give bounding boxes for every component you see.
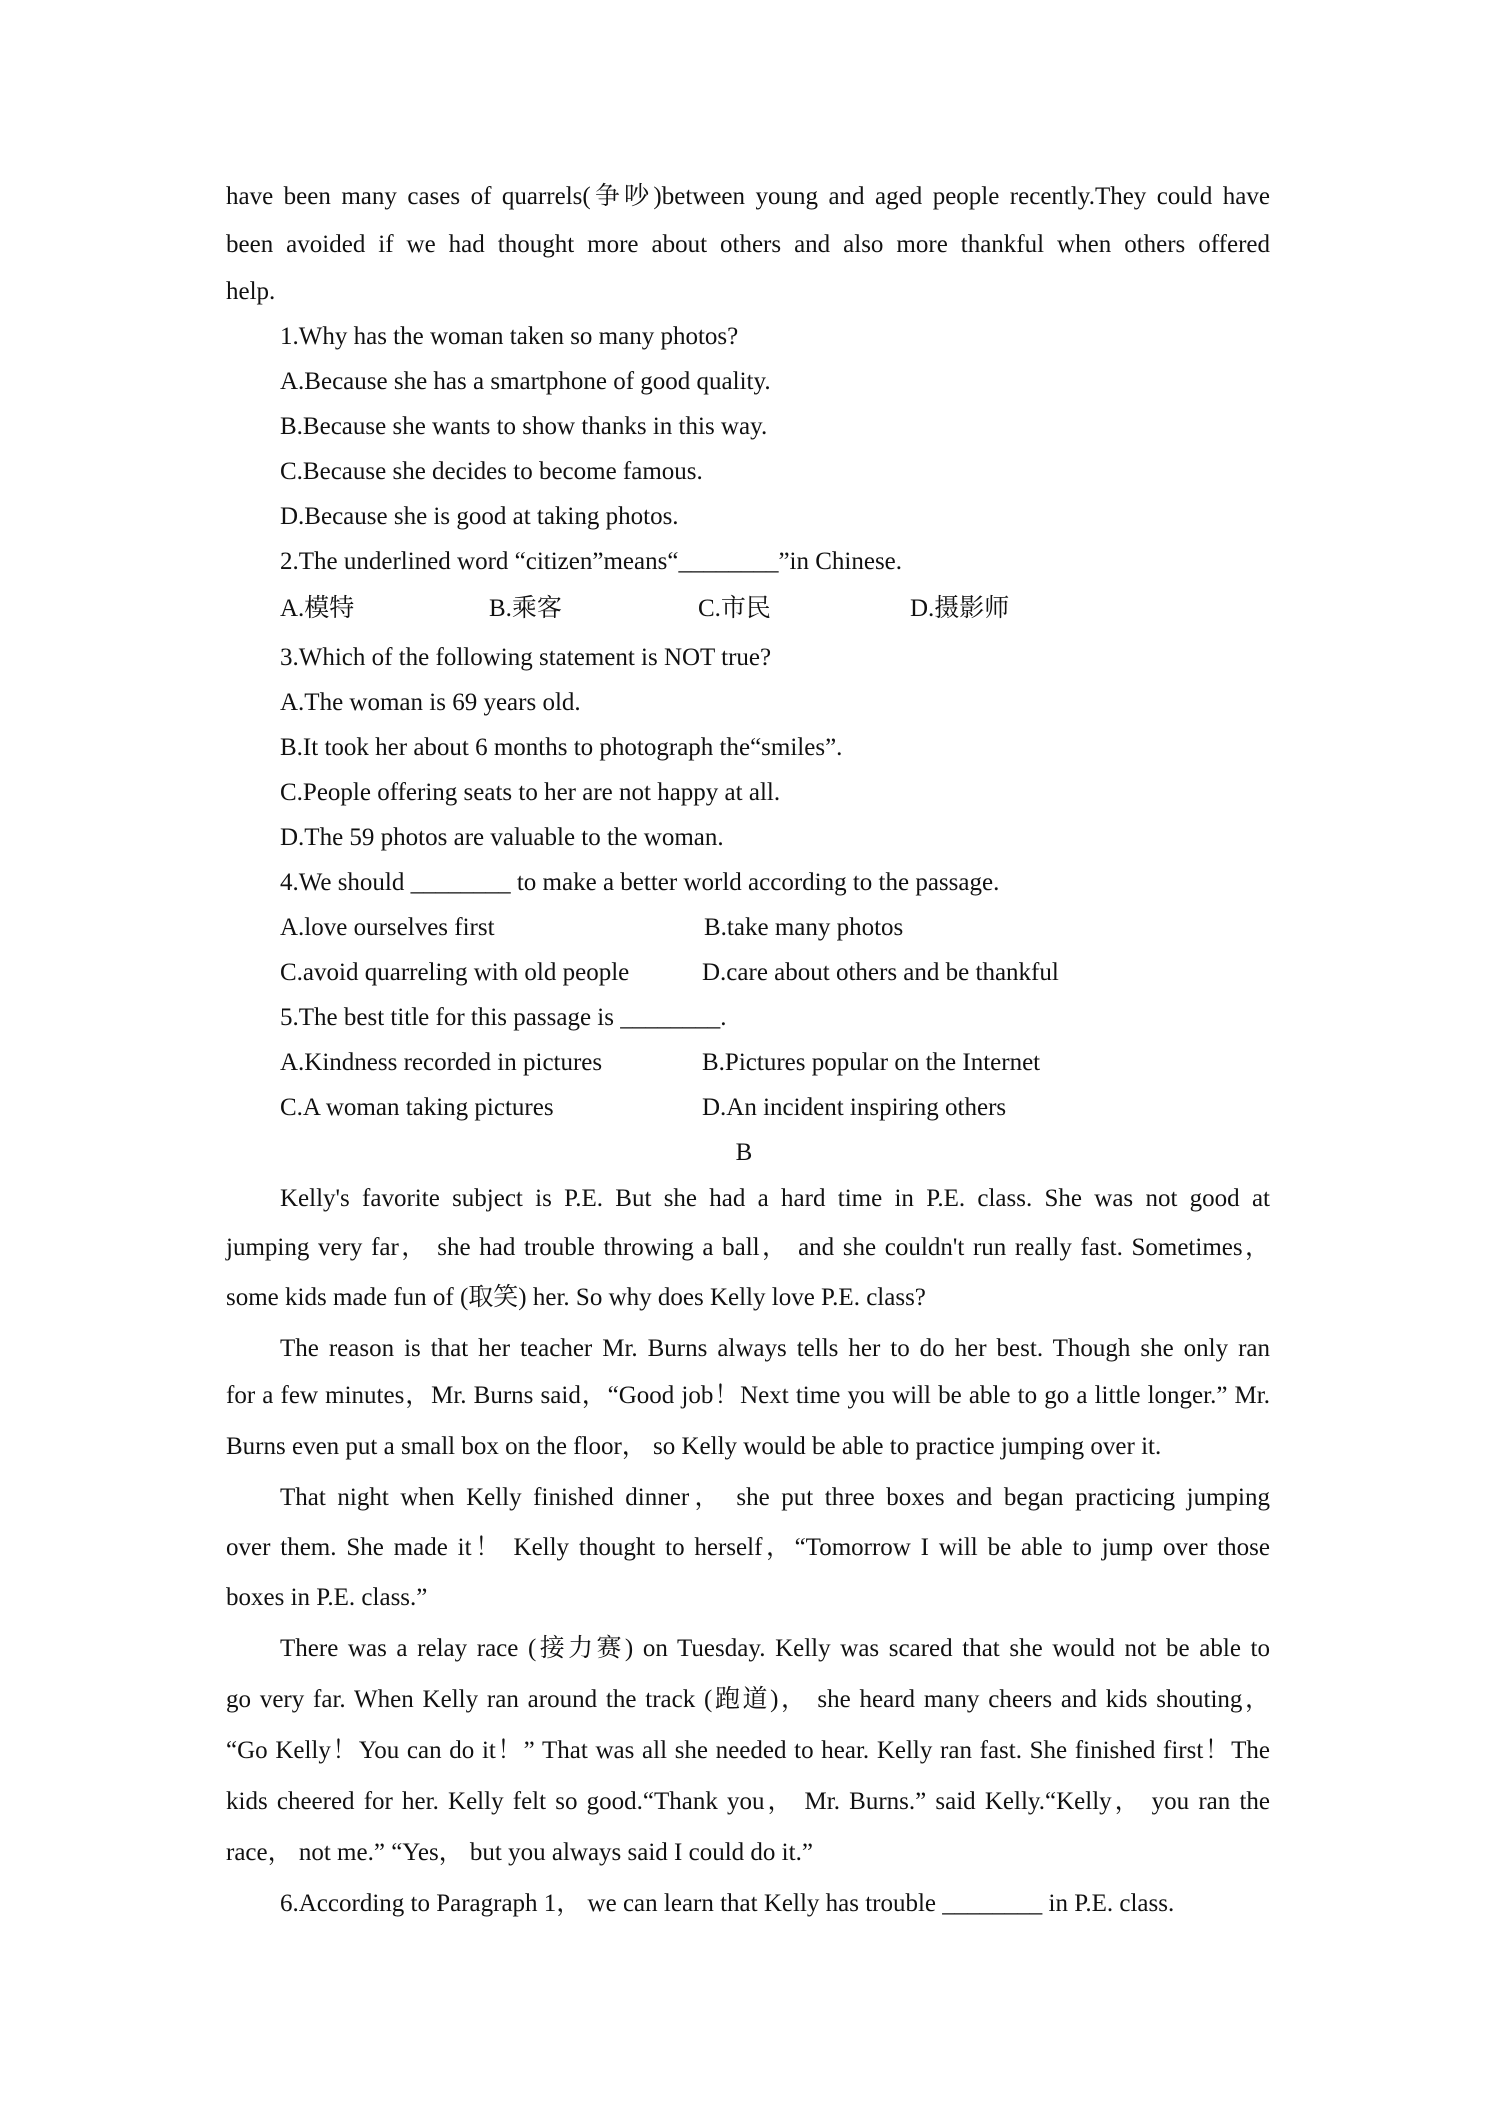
passage-b-line: Burns even put a small box on the floor， so Kelly would be able to practice jumping over it.	[226, 1433, 1162, 1460]
question-3-option-b: B.It took her about 6 months to photograph the“smiles”.	[280, 734, 843, 761]
question-5-option-b: B.Pictures popular on the Internet	[702, 1049, 1041, 1076]
passage-b-line: “Go Kelly！You can do it！” That was all she needed to hear. Kelly ran fast. She finished first！The	[226, 1737, 1270, 1764]
question-4-option-d: D.care about others and be thankful	[702, 959, 1059, 986]
passage-line: help.	[226, 278, 276, 305]
passage-b-line: The reason is that her teacher Mr. Burns always tells her to do her best. Though she only ran	[280, 1335, 1270, 1362]
passage-b-line: Kelly's favorite subject is P.E. But she had a hard time in P.E. class. She was not good at	[280, 1185, 1270, 1212]
passage-b-line: jumping very far， she had trouble throwing a ball， and she couldn't run really fast. Sometimes，	[226, 1234, 1270, 1261]
question-1-option-a: A.Because she has a smartphone of good quality.	[280, 368, 771, 395]
question-4-stem: 4.We should ________ to make a better world according to the passage.	[280, 869, 1000, 896]
passage-b-line: go very far. When Kelly ran around the track (跑道)， she heard many cheers and kids shouting，	[226, 1686, 1270, 1713]
question-4-option-a: A.love ourselves first	[280, 914, 495, 941]
question-1-option-b: B.Because she wants to show thanks in this way.	[280, 413, 768, 440]
question-5-option-c: C.A woman taking pictures	[280, 1094, 554, 1121]
question-2-stem: 2.The underlined word “citizen”means“________”in Chinese.	[280, 548, 903, 575]
passage-b-line: kids cheered for her. Kelly felt so good.“Thank you， Mr. Burns.” said Kelly.“Kelly， you ran the	[226, 1788, 1270, 1815]
question-4-option-b: B.take many photos	[704, 914, 904, 941]
passage-line: been avoided if we had thought more about others and also more thankful when others offered	[226, 231, 1270, 258]
question-2-option-a: A.模特	[280, 595, 355, 622]
passage-b-line: boxes in P.E. class.”	[226, 1584, 428, 1611]
question-5-option-d: D.An incident inspiring others	[702, 1094, 1007, 1121]
section-b-heading: B	[735, 1139, 753, 1166]
question-1-stem: 1.Why has the woman taken so many photos?	[280, 323, 739, 350]
question-1-option-d: D.Because she is good at taking photos.	[280, 503, 679, 530]
question-2-option-b: B.乘客	[489, 595, 562, 622]
question-5-option-a: A.Kindness recorded in pictures	[280, 1049, 603, 1076]
passage-b-line: for a few minutes，Mr. Burns said，“Good job！Next time you will be able to go a little longer.” Mr.	[226, 1382, 1270, 1409]
question-3-stem: 3.Which of the following statement is NOT true?	[280, 644, 772, 671]
question-4-option-c: C.avoid quarreling with old people	[280, 959, 630, 986]
passage-b-line: That night when Kelly finished dinner， she put three boxes and began practicing jumping	[280, 1484, 1270, 1511]
passage-b-line: some kids made fun of (取笑) her. So why does Kelly love P.E. class?	[226, 1284, 926, 1311]
passage-line: have been many cases of quarrels(争吵)between young and aged people recently.They could have	[226, 183, 1270, 210]
question-6-stem: 6.According to Paragraph 1， we can learn that Kelly has trouble ________ in P.E. class.	[280, 1890, 1175, 1917]
question-3-option-d: D.The 59 photos are valuable to the woman.	[280, 824, 724, 851]
question-1-option-c: C.Because she decides to become famous.	[280, 458, 703, 485]
question-2-option-d: D.摄影师	[910, 595, 1010, 622]
passage-b-line: race， not me.” “Yes， but you always said I could do it.”	[226, 1839, 813, 1866]
question-2-option-c: C.市民	[698, 595, 771, 622]
passage-b-line: over them. She made it！ Kelly thought to herself，“Tomorrow I will be able to jump over those	[226, 1534, 1270, 1561]
question-3-option-c: C.People offering seats to her are not happy at all.	[280, 779, 781, 806]
question-3-option-a: A.The woman is 69 years old.	[280, 689, 581, 716]
question-5-stem: 5.The best title for this passage is ________.	[280, 1004, 727, 1031]
passage-b-line: There was a relay race (接力赛) on Tuesday. Kelly was scared that she would not be able to	[280, 1635, 1270, 1662]
